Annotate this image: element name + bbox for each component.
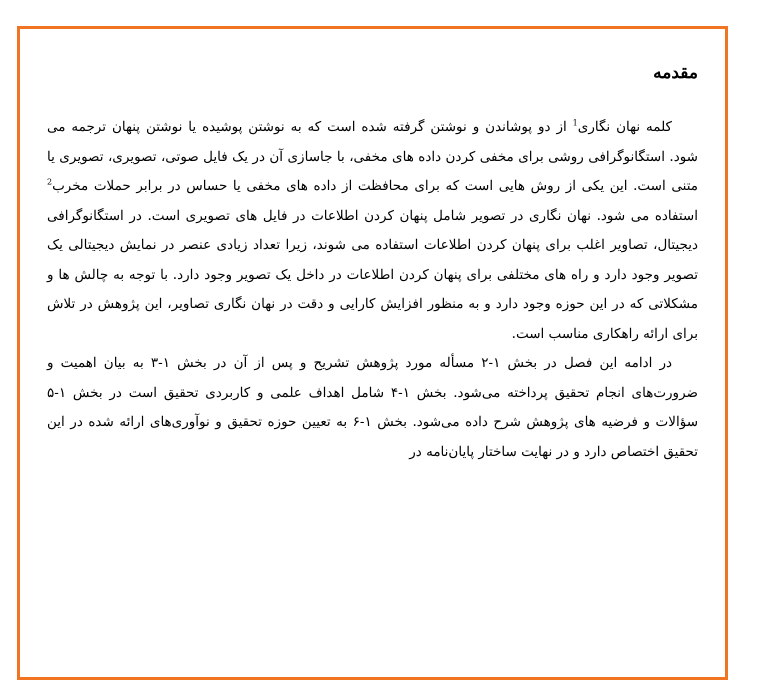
paragraph-intro [47,113,698,349]
paragraph-outline: در ادامه این فصل در بخش ۱-۲ مسأله مورد پژوهش تشریح و پس از آن در بخش ۱-۳ به بیان اهمیت و ضرورت‌های انجام تحقیق پرداخته می‌شود. بخش ۱-۴ شامل اهداف علمی و کاربردی تحقیق است در بخش ۱-۵ سؤالات و فرضیه های پژوهش شرح داده می‌شود. بخش ۱-۶ به تعیین حوزه تحقیق و نوآوری‌های ارائه شده در این تحقیق اختصاص دارد و در نهایت ساختار پایان‌نامه در [47,355,699,460]
highlight-frame [17,26,728,680]
paragraph-intro-part3: استفاده می شود. نهان نگاری در تصویر شامل پنهان کردن اطلاعات در فایل های تصویری است. در استگانوگرافی دیجیتال، تصاویر اغلب برای پنهان کردن اطلاعات استفاده می شوند، زیرا تعداد زیادی عنصر در نمایش دیجیتالی یک تصویر وجود دارد و راه های مختلفی برای پنهان کردن اطلاعات در داخل یک تصویر وجود دارد. با توجه به چالش ها و مشکلاتی که در این حوزه وجود دارد و به منظور افزایش کارایی و دقت در نهان نگاری تصاویر، این پژوهش در تلاش برای ارائه راهکاری مناسب است. [47,207,698,342]
paragraph-intro-part1: کلمه نهان نگاری [577,119,672,135]
document-content [47,61,698,467]
footnote-marker-1[interactable]: 1 [572,118,578,128]
footnote-marker-2[interactable]: 2 [47,177,53,187]
section-heading: مقدمه [653,63,698,83]
paragraph-intro-part2: از دو پوشاندن و نوشتن گرفته شده است که به نوشتن پوشیده یا نوشتن پنهان ترجمه می شود. استگانوگرافی روشی برای مخفی کردن داده های مخفی، با جاسازی آن در یک فایل صوتی، تصویری، تصویری یا متنی است. این یکی از روش هایی است که برای محافظت از داده های مخفی یا حساس در برابر حملات مخرب [47,119,698,194]
